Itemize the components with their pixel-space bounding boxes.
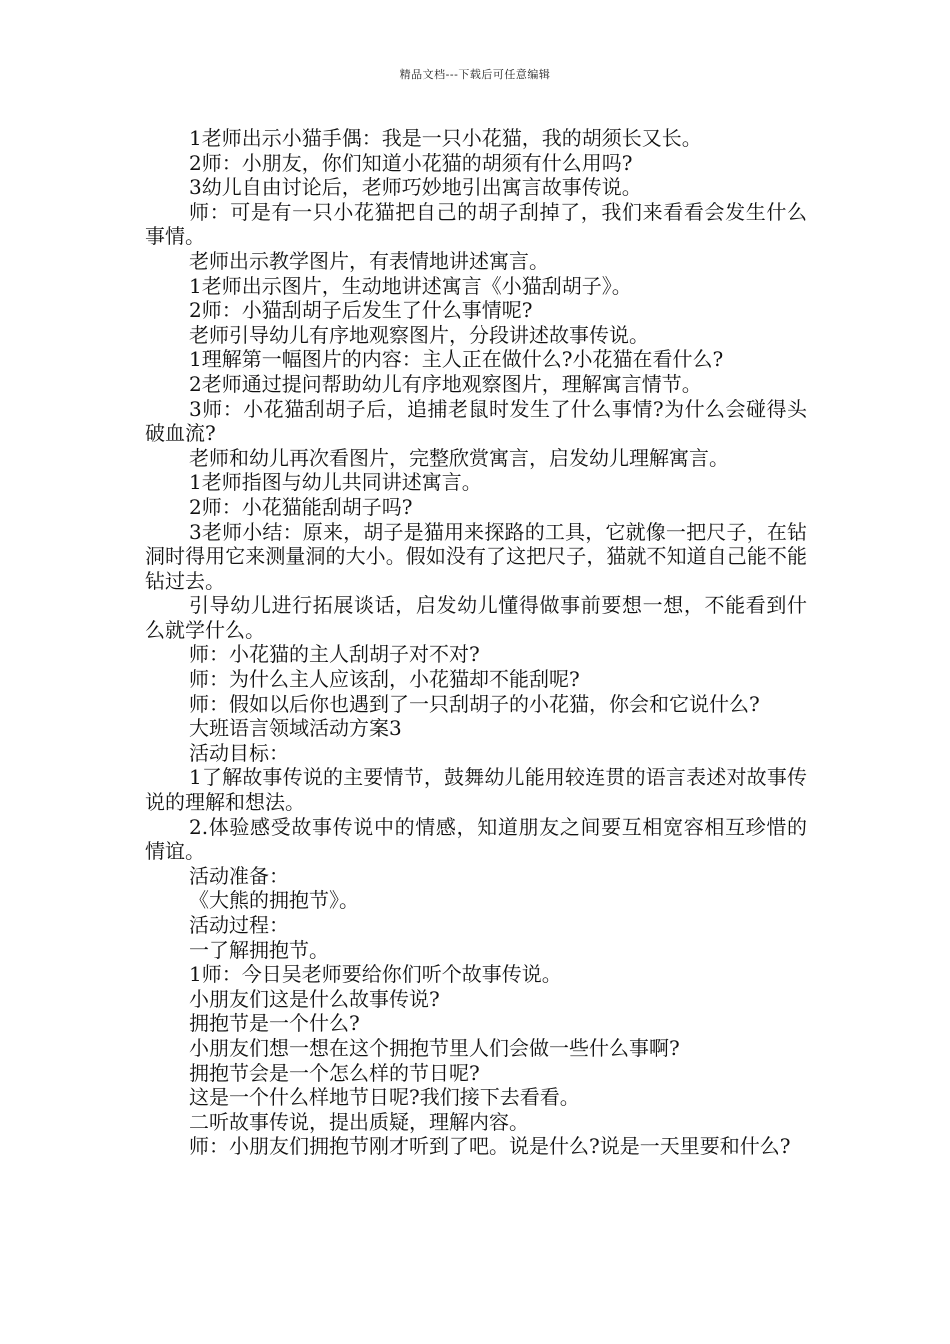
paragraph: 《大熊的拥抱节》。	[189, 888, 359, 913]
paragraph: 老师引导幼儿有序地观察图片，分段讲述故事传说。	[189, 322, 649, 347]
paragraph: 1理解第一幅图片的内容：主人正在做什么?小花猫在看什么?	[189, 347, 724, 372]
document-body	[145, 126, 807, 1159]
section-heading: 大班语言领域活动方案3	[189, 716, 402, 741]
paragraph: 师：为什么主人应该刮，小花猫却不能刮呢?	[189, 667, 580, 692]
paragraph: 3老师小结：原来，胡子是猫用来探路的工具，它就像一把尺子，在钻洞时得用它来测量洞的大小。假如没有了这把尺子，猫就不知道自己能不能钻过去。	[145, 519, 807, 593]
paragraph: 3师：小花猫刮胡子后，追捕老鼠时发生了什么事情?为什么会碰得头破血流?	[145, 396, 807, 446]
paragraph: 小朋友们想一想在这个拥抱节里人们会做一些什么事啊?	[189, 1035, 680, 1060]
paragraph: 2师：小朋友，你们知道小花猫的胡须有什么用吗?	[189, 150, 633, 175]
paragraph: 1老师指图与幼儿共同讲述寓言。	[189, 470, 482, 495]
paragraph: 师：小朋友们拥抱节刚才听到了吧。说是什么?说是一天里要和什么?	[189, 1134, 791, 1159]
section-label: 活动过程：	[189, 913, 289, 937]
paragraph: 这是一个什么样地节日呢?我们接下去看看。	[189, 1085, 580, 1110]
paragraph: 师：可是有一只小花猫把自己的胡子刮掉了，我们来看看会发生什么事情。	[145, 199, 807, 249]
section-label: 活动准备：	[189, 863, 289, 888]
paragraph: 3幼儿自由讨论后，老师巧妙地引出寓言故事传说。	[189, 175, 642, 200]
paragraph: 拥抱节会是一个怎么样的节日呢?	[189, 1060, 480, 1085]
paragraph: 二听故事传说，提出质疑，理解内容。	[189, 1109, 529, 1134]
paragraph: 老师出示教学图片，有表情地讲述寓言。	[189, 248, 549, 273]
paragraph: 老师和幼儿再次看图片，完整欣赏寓言，启发幼儿理解寓言。	[189, 445, 729, 470]
paragraph: 拥抱节是一个什么?	[189, 1011, 360, 1036]
paragraph: 一了解拥抱节。	[189, 937, 329, 962]
paragraph: 1老师出示小猫手偶：我是一只小花猫，我的胡须长又长。	[189, 126, 702, 150]
paragraph: 1老师出示图片，生动地讲述寓言《小猫刮胡子》。	[189, 273, 632, 298]
paragraph: 引导幼儿进行拓展谈话，启发幼儿懂得做事前要想一想，不能看到什么就学什么。	[145, 593, 807, 642]
paragraph: 师：小花猫的主人刮胡子对不对?	[189, 642, 480, 667]
page-header: 精品文档---下载后可任意编辑	[399, 68, 551, 81]
paragraph: 小朋友们这是什么故事传说?	[189, 986, 440, 1011]
paragraph: 2师：小花猫能刮胡子吗?	[189, 494, 413, 519]
section-label: 活动目标：	[189, 740, 289, 765]
paragraph: 2师：小猫刮胡子后发生了什么事情呢?	[189, 298, 533, 323]
paragraph: 2.体验感受故事传说中的情感，知道朋友之间要互相宽容相互珍惜的情谊。	[145, 814, 807, 864]
paragraph: 1师：今日吴老师要给你们听个故事传说。	[189, 962, 562, 987]
paragraph: 2老师通过提问帮助幼儿有序地观察图片，理解寓言情节。	[189, 371, 702, 396]
paragraph: 师：假如以后你也遇到了一只刮胡子的小花猫，你会和它说什么?	[189, 691, 760, 716]
paragraph: 1了解故事传说的主要情节，鼓舞幼儿能用较连贯的语言表述对故事传说的理解和想法。	[145, 765, 807, 815]
